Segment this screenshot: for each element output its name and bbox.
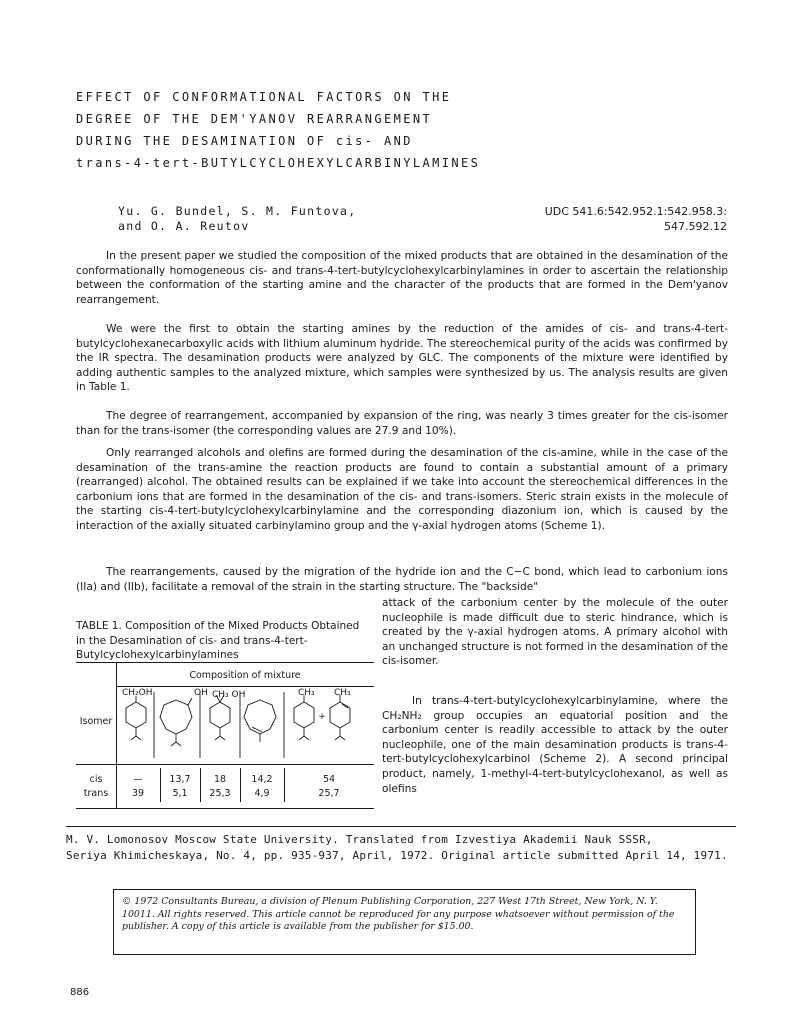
affiliation <box>66 832 746 864</box>
structure-1-ring <box>126 702 146 728</box>
table-span-header: Composition of mixture <box>189 670 301 681</box>
paragraph-5-continued: attack of the carbonium center by the molecule of the outer nucleophile is made difficult due to steric hindrance, which is created by the γ-axial hydrogen atoms. A primary alcohol with an unchanged structure is not formed in the desamination of the cis-isomer. <box>382 597 728 668</box>
udc-line-2: 547.592.12 <box>664 220 727 233</box>
structure-label-5: CH₃ <box>334 688 351 698</box>
table-rule-bottom <box>76 808 374 809</box>
title-line-1: EFFECT OF CONFORMATIONAL FACTORS ON THE <box>76 90 452 104</box>
copyright-notice: © 1972 Consultants Bureau, a division of Plenum Publishing Corporation, 227 West 17th Street, New York, N. Y. 10011. All rights reserved. This article cannot be reproduced for any purpose whatsoever without permission of the publisher. A copy of this article is available from the publisher for $15.00. <box>113 889 696 955</box>
svg-text:+: + <box>318 712 326 722</box>
title-line-2: DEGREE OF THE DEM'YANOV REARRANGEMENT <box>76 112 433 126</box>
authors-line-1: Yu. G. Bundel, S. M. Funtova, <box>118 204 357 218</box>
table-rule-top <box>76 662 374 663</box>
table-cell-divider <box>200 768 201 802</box>
authors <box>118 204 356 234</box>
table-cell: 18 <box>213 774 227 785</box>
page-number: 886 <box>70 987 90 998</box>
structure-label-2: OH <box>194 688 208 698</box>
paragraph-5: The rearrangements, caused by the migration of the hydride ion and the C−C bond, which lead to carbonium ions (IIa) and (IIb), facilitate a removal of the strain in the starting structure. The "backside" <box>76 566 728 593</box>
table-cell: 4,9 <box>254 788 270 799</box>
table-cell: 54 <box>322 774 336 785</box>
table-row-isomer-trans: trans <box>83 788 109 799</box>
udc-code <box>545 204 727 234</box>
title-line-4: trans-4-tert-BUTYLCYCLOHEXYLCARBINYLAMINES <box>76 156 481 170</box>
paragraph-1: In the present paper we studied the composition of the mixed products that are obtained in the desamination of the conformationally homogeneous cis- and trans-4-tert-butylcyclohexylcarbinylamines in order to ascertain the relationship between the conformation of the starting amine and the character of the products that are formed in the Dem'yanov rearrangement. <box>76 250 728 306</box>
table-cell-divider <box>160 768 161 802</box>
table-cell: 25,3 <box>209 788 231 799</box>
table-cell: 13,7 <box>169 774 191 785</box>
structure-label-4: CH₃ <box>298 688 315 698</box>
table-cell-divider <box>284 768 285 802</box>
paragraph-4: Only rearranged alcohols and olefins are formed during the desamination of the cis-amine, while in the case of the desamination of the trans-amine the reaction products are found to contain a substantial amount of a primary (rearranged) alcohol. The obtained results can be explained if we take into account the stereochemical differences in the carbonium ions that are formed in the desamination of the cis- and trans-isomers. Steric strain exists in the molecule of the starting cis-4-tert-butylcyclohexylcarbinylamine and the corresponding diazonium ion, which is caused by the interaction of the axially situated carbinylamino group and the γ-axial hydrogen atoms (Scheme 1). <box>76 447 728 532</box>
table-row-header: Isomer <box>79 716 113 727</box>
udc-line-1: UDC 541.6:542.952.1:542.958.3: <box>544 205 727 218</box>
table-cell: 5,1 <box>172 788 188 799</box>
table-row-isomer-cis: cis <box>89 774 103 785</box>
table-cell: — <box>133 774 143 785</box>
table-cell: 39 <box>131 788 145 799</box>
table-cell-divider <box>240 768 241 802</box>
composition-table <box>76 662 374 810</box>
structure-label-1: CH₂OH <box>122 688 153 698</box>
table-cell: 14,2 <box>251 774 273 785</box>
paragraph-2: We were the first to obtain the starting amines by the reduction of the amides of cis- and trans-4-tert-butylcyclohexanecarboxylic acids with lithium aluminum hydride. The stereochemical purity of the acids was confirmed by the IR spectra. The desamination products were analyzed by GLC. The components of the mixture were identified by adding authentic samples to the analyzed mixture, which samples were synthesized by us. The analysis results are given in Table 1. <box>76 323 728 394</box>
table-rule-body <box>76 764 374 765</box>
paragraph-6: In trans-4-tert-butylcyclohexylcarbinylamine, where the CH₂NH₂ group occupies an equatorial position and the carbonium center is readily accessible to attack by the outer nucleophile, one of the main desamination products is trans-4-tert-butylcyclohexylcarbinol (Scheme 2). A second principal product, namely, 1-methyl-4-tert-butylcyclohexanol, as well as olefins <box>382 695 728 795</box>
table-caption: TABLE 1. Composition of the Mixed Products Obtained in the Desamination of cis- and trans-4-tert-Butylcyclohexylcarbinylamines <box>76 620 360 662</box>
authors-line-2: and O. A. Reutov <box>118 219 250 233</box>
structure-label-3: CH₃ OH <box>212 690 246 700</box>
table-cell: 25,7 <box>318 788 340 799</box>
affiliation-line-2: Seriya Khimicheskaya, No. 4, pp. 935-937, April, 1972. Original article submitted April 14, 1971. <box>66 849 728 862</box>
table-rule-header <box>116 686 374 687</box>
affiliation-line-1: M. V. Lomonosov Moscow State University. Translated from Izvestiya Akademii Nauk SSSR, <box>66 833 653 846</box>
footer-rule <box>66 826 736 827</box>
paragraph-3: The degree of rearrangement, accompanied by expansion of the ring, was nearly 3 times greater for the cis-isomer than for the trans-isomer (the corresponding values are 27.9 and 10%). <box>76 410 728 437</box>
title-line-3: DURING THE DESAMINATION OF cis- AND <box>76 134 413 148</box>
